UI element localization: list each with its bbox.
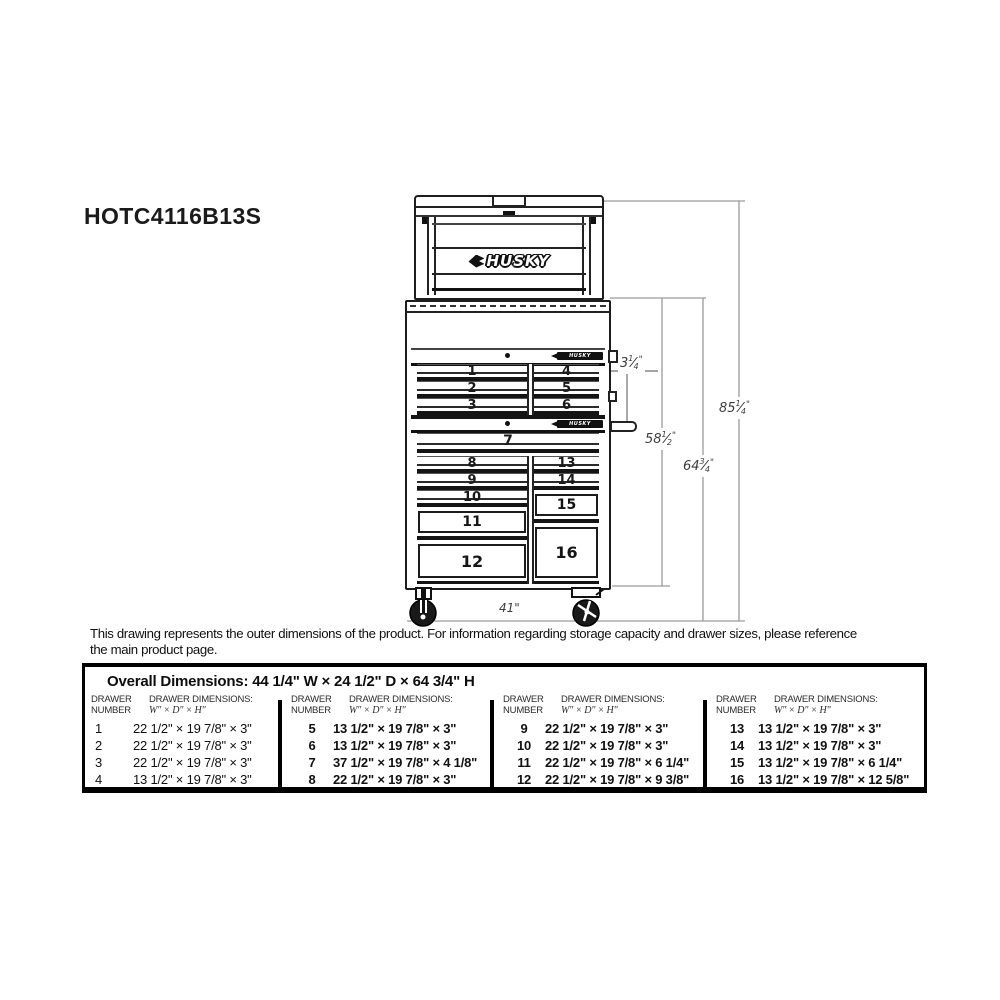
header-dimensions: DRAWER DIMENSIONS: bbox=[774, 694, 878, 705]
group-header bbox=[716, 706, 916, 717]
side-handle bbox=[610, 421, 637, 432]
table-row: 12 22 1/2" × 19 7/8" × 9 3/8" bbox=[516, 772, 690, 787]
table-row: 2 22 1/2" × 19 7/8" × 3" bbox=[95, 738, 252, 753]
drawer-1: 1 bbox=[417, 364, 527, 381]
drawer-9: 9 bbox=[417, 473, 527, 490]
group-header bbox=[291, 695, 488, 706]
spec-table bbox=[82, 663, 927, 793]
header-drawer: DRAWER bbox=[91, 694, 132, 705]
group-rows bbox=[503, 720, 701, 788]
dimension-label-body-height: $58^1⁄_2^"$ bbox=[643, 428, 678, 450]
group-rows bbox=[291, 720, 488, 788]
drawer-16: 16 bbox=[534, 523, 599, 584]
footnote bbox=[90, 626, 928, 657]
husky-badge bbox=[557, 352, 603, 360]
table-row: 9 22 1/2" × 19 7/8" × 3" bbox=[520, 721, 669, 736]
header-drawer: DRAWER bbox=[291, 694, 332, 705]
table-row: 14 13 1/2" × 19 7/8" × 3" bbox=[729, 738, 882, 753]
drawer-3: 3 bbox=[417, 398, 527, 415]
header-number: NUMBER bbox=[716, 704, 756, 716]
drawer-15: 15 bbox=[534, 490, 599, 523]
header-wdh: W" × D" × H" bbox=[149, 704, 206, 716]
lower-left-drawer-column bbox=[417, 456, 527, 584]
chest-base-trim bbox=[432, 288, 586, 291]
table-row: 16 13 1/2" × 19 7/8" × 12 5/8" bbox=[729, 772, 910, 787]
dimension-label-total-height: $85^1⁄_4^"$ bbox=[717, 397, 752, 419]
header-number: NUMBER bbox=[291, 704, 331, 716]
group-header bbox=[503, 706, 701, 717]
full-width-drawer bbox=[417, 433, 599, 453]
header-wdh: W" × D" × H" bbox=[349, 704, 406, 716]
drawer-4: 4 bbox=[534, 364, 599, 381]
drawer-7: 7 bbox=[417, 433, 599, 453]
drawer-12: 12 bbox=[417, 540, 527, 584]
header-wdh: W" × D" × H" bbox=[561, 704, 618, 716]
chest-lid-trim bbox=[416, 208, 602, 217]
rolling-cabinet bbox=[405, 300, 611, 590]
header-dimensions: DRAWER DIMENSIONS: bbox=[149, 694, 253, 705]
drawer-table-group-3 bbox=[503, 695, 701, 788]
header-number: NUMBER bbox=[91, 704, 131, 716]
overall-dimensions-title: Overall Dimensions: 44 1/4" W × 24 1/2" D × 64 3/4" H bbox=[107, 673, 475, 690]
drawer-table-group-2 bbox=[291, 695, 488, 788]
group-header bbox=[503, 695, 701, 706]
side-bracket-lower bbox=[608, 391, 617, 402]
drawer-divider-upper bbox=[527, 364, 534, 415]
table-row: 13 13 1/2" × 19 7/8" × 3" bbox=[729, 721, 882, 736]
drawer-divider-lower bbox=[527, 456, 534, 584]
brand-logo-band bbox=[432, 247, 586, 275]
lower-right-drawer-column bbox=[534, 456, 599, 584]
cabinet-top-rim bbox=[407, 302, 609, 313]
group-header bbox=[91, 706, 277, 717]
husky-badge-text: HUSKY bbox=[569, 352, 591, 359]
caster-front-left bbox=[402, 587, 446, 629]
drawer-14: 14 bbox=[534, 473, 599, 490]
side-bracket-upper bbox=[608, 350, 618, 363]
group-header bbox=[91, 695, 277, 706]
drawer-8: 8 bbox=[417, 456, 527, 473]
drawer-5: 5 bbox=[534, 381, 599, 398]
lock-icon bbox=[505, 353, 510, 358]
table-row: 1 22 1/2" × 19 7/8" × 3" bbox=[95, 721, 252, 736]
table-row: 8 22 1/2" × 19 7/8" × 3" bbox=[308, 772, 457, 787]
drawer-11: 11 bbox=[417, 507, 527, 540]
product-model-title: HOTC4116B13S bbox=[84, 203, 262, 229]
group-rows bbox=[716, 720, 916, 788]
chest-latch bbox=[503, 211, 515, 215]
husky-badge bbox=[557, 420, 603, 428]
chest-panel-line bbox=[432, 223, 586, 225]
group-header bbox=[716, 695, 916, 706]
header-drawer: DRAWER bbox=[503, 694, 544, 705]
drawer-table-group-1 bbox=[91, 695, 277, 788]
header-number: NUMBER bbox=[503, 704, 543, 716]
upper-left-drawer-column bbox=[417, 364, 527, 415]
header-dimensions: DRAWER DIMENSIONS: bbox=[561, 694, 665, 705]
husky-mark-icon bbox=[468, 255, 484, 268]
footnote-line-1: This drawing represents the outer dimensions of the product. For information regarding storage capacity and drawer sizes, please reference bbox=[90, 626, 857, 641]
header-drawer: DRAWER bbox=[716, 694, 757, 705]
header-dimensions: DRAWER DIMENSIONS: bbox=[349, 694, 453, 705]
table-row: 7 37 1/2" × 19 7/8" × 4 1/8" bbox=[308, 755, 478, 770]
table-row: 4 13 1/2" × 19 7/8" × 3" bbox=[95, 772, 252, 787]
upper-right-drawer-column bbox=[534, 364, 599, 415]
table-row: 3 22 1/2" × 19 7/8" × 3" bbox=[95, 755, 252, 770]
dimension-label-width: 41" bbox=[499, 601, 520, 615]
top-chest bbox=[414, 195, 604, 300]
footnote-line-2: the main product page. bbox=[90, 641, 218, 657]
caster-front-right bbox=[560, 587, 612, 629]
group-rows bbox=[91, 720, 277, 788]
drawer-6: 6 bbox=[534, 398, 599, 415]
table-row: 5 13 1/2" × 19 7/8" × 3" bbox=[308, 721, 457, 736]
drawer-10: 10 bbox=[417, 490, 527, 507]
chest-lid-handle bbox=[492, 195, 526, 207]
table-row: 15 13 1/2" × 19 7/8" × 6 1/4" bbox=[729, 755, 903, 770]
dimension-label-cabinet-height: $64^3⁄_4^"$ bbox=[681, 455, 716, 477]
rim-hatch bbox=[410, 305, 606, 307]
drawer-2: 2 bbox=[417, 381, 527, 398]
group-header bbox=[291, 706, 488, 717]
dimension-label-handle-depth: $3^1⁄_4^"$ bbox=[618, 352, 645, 374]
brand-logo-text: HUSKY bbox=[486, 252, 550, 270]
drawer-table-group-4 bbox=[716, 695, 916, 788]
table-row: 10 22 1/2" × 19 7/8" × 3" bbox=[516, 738, 669, 753]
drawer-13: 13 bbox=[534, 456, 599, 473]
husky-badge-text: HUSKY bbox=[569, 420, 591, 427]
table-row: 6 13 1/2" × 19 7/8" × 3" bbox=[308, 738, 457, 753]
header-wdh: W" × D" × H" bbox=[774, 704, 831, 716]
lock-icon bbox=[505, 421, 510, 426]
table-divider bbox=[278, 700, 282, 790]
drawer-bank-header-bottom bbox=[411, 419, 605, 433]
table-divider bbox=[490, 700, 494, 790]
table-divider bbox=[703, 700, 707, 790]
table-row: 11 22 1/2" × 19 7/8" × 6 1/4" bbox=[517, 755, 690, 770]
